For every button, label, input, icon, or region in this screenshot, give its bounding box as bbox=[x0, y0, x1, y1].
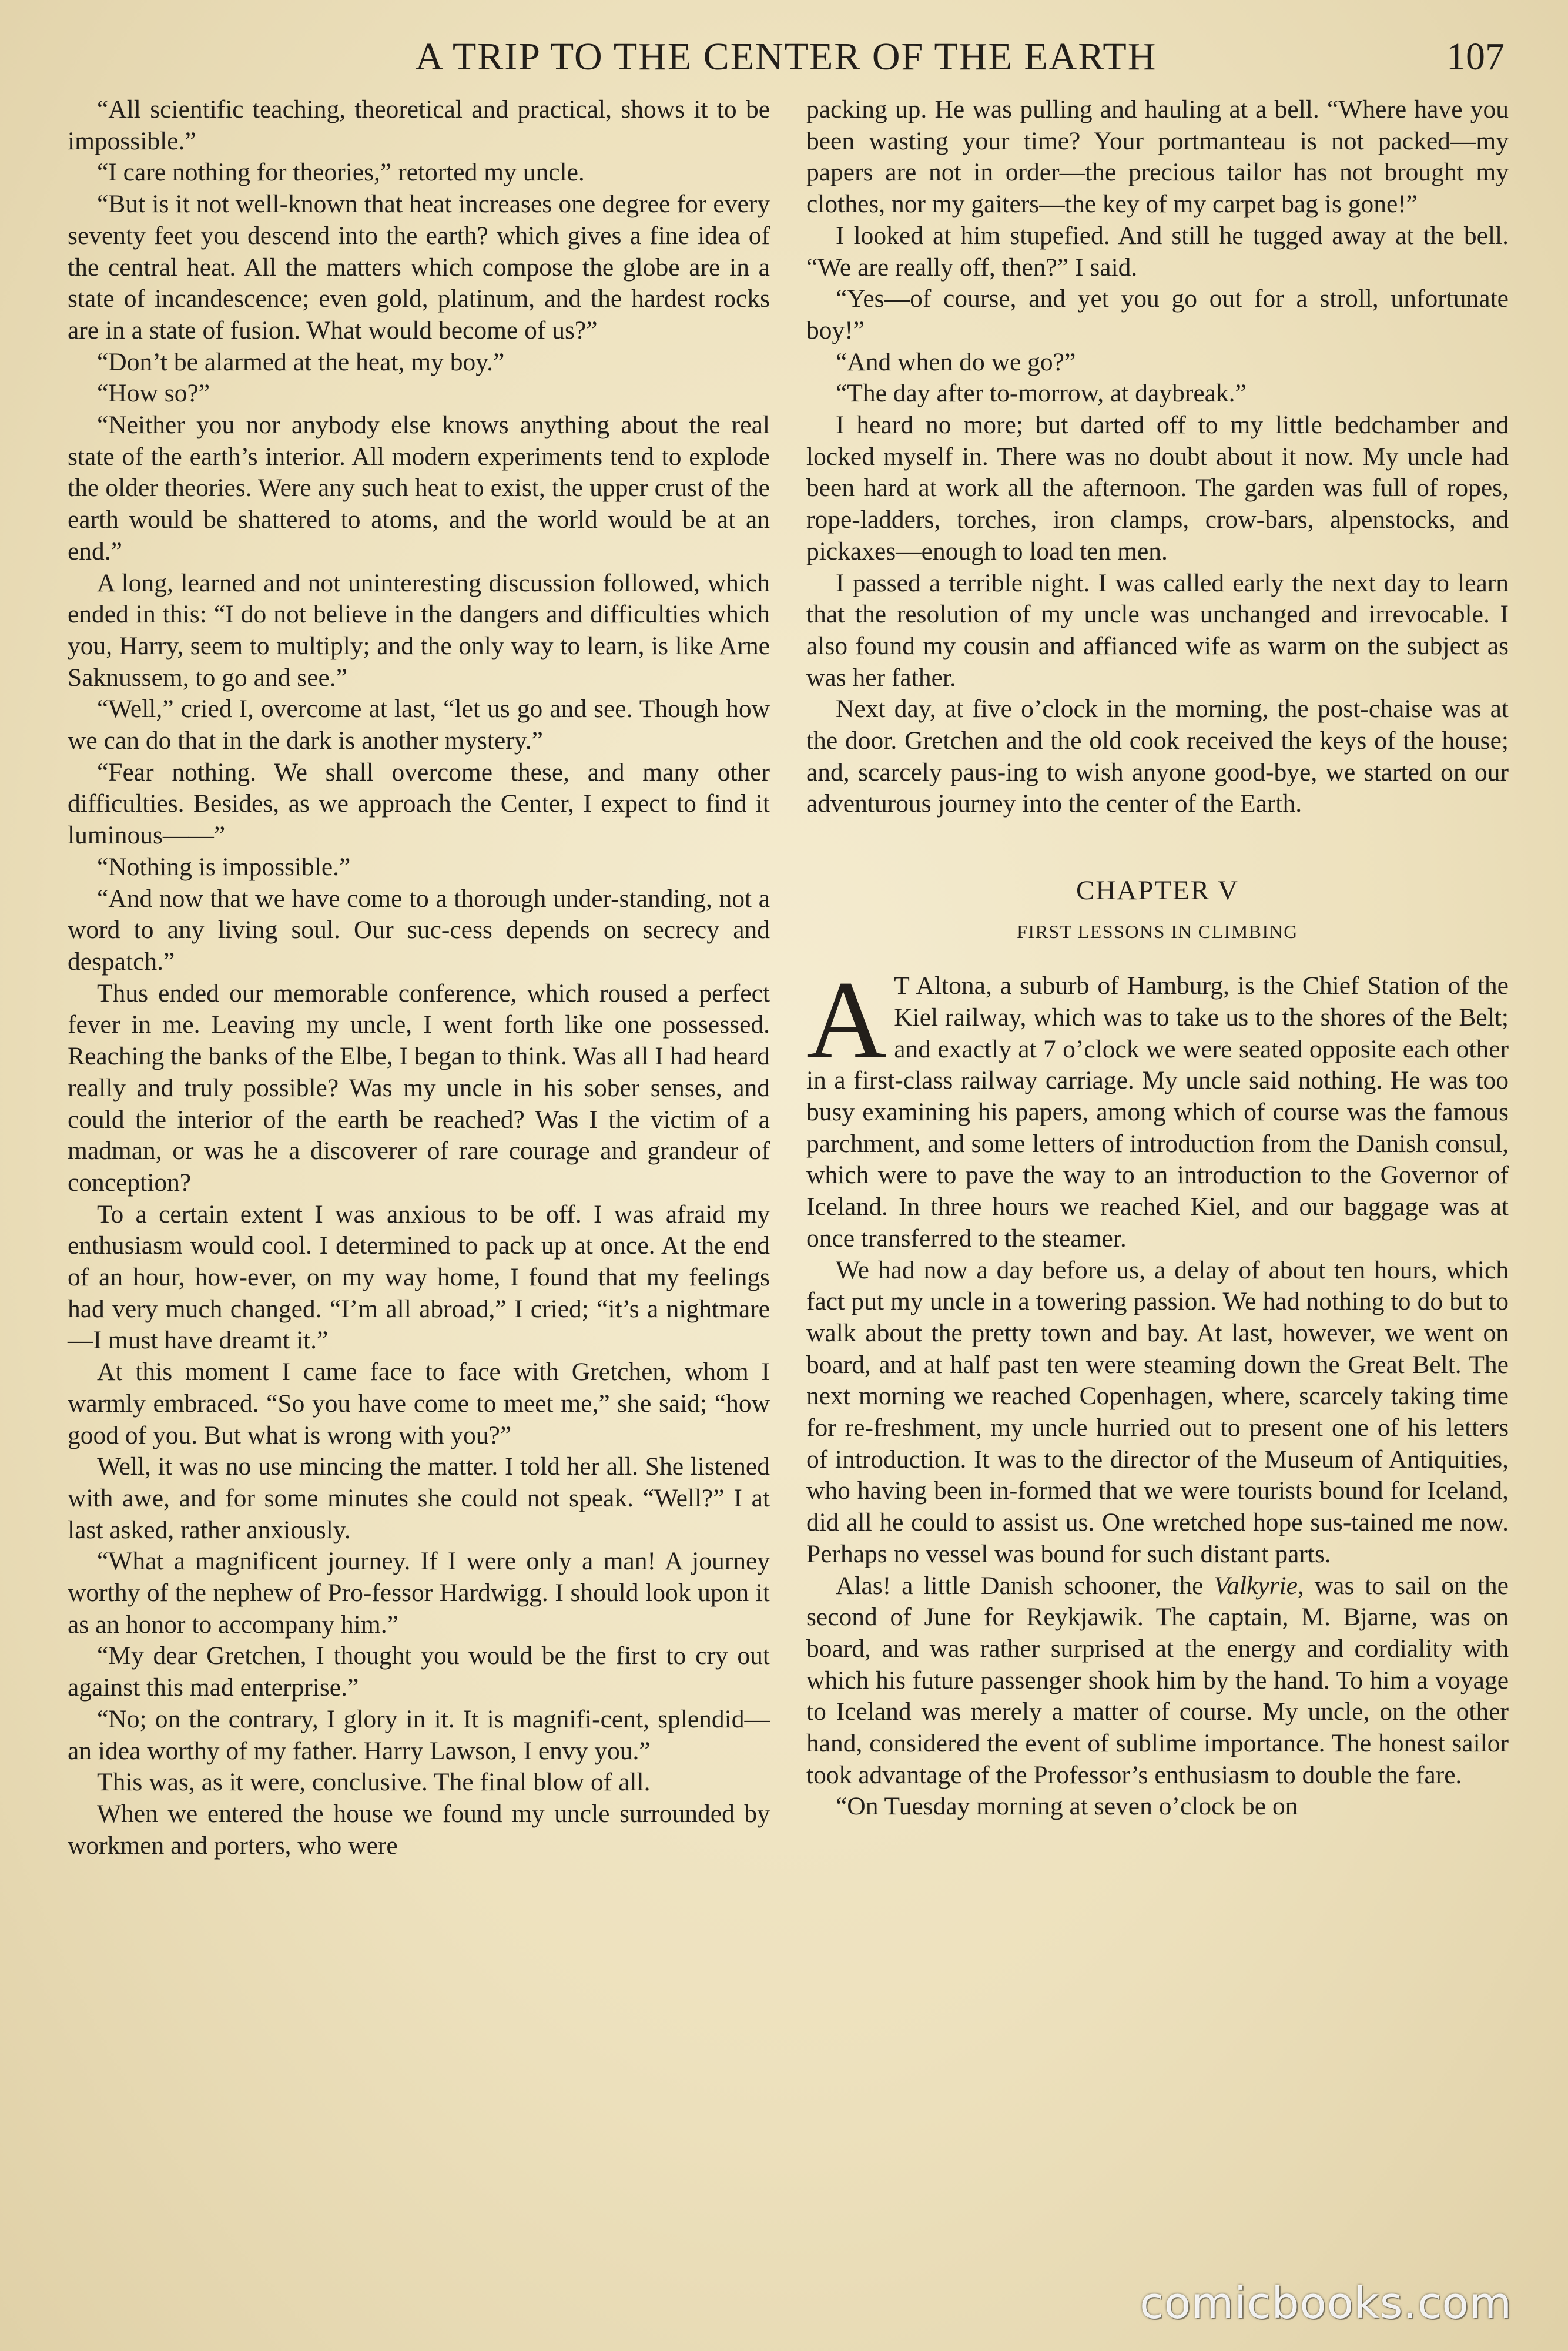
paragraph-text: Alas! a little Danish schooner, the bbox=[836, 1571, 1214, 1600]
page-number: 107 bbox=[1446, 35, 1505, 78]
paragraph: “Neither you nor anybody else knows anything about the real state of the earth’s interior. All modern experiments tend to explode the older theories. Were any such heat to exist, the upper crust of the earth would be shattered to atoms, and the world would be at an end.” bbox=[68, 411, 770, 565]
ship-name: Valkyrie bbox=[1214, 1571, 1298, 1600]
continued-paragraph: packing up. He was pulling and hauling at a bell. “Where have you been wasting your time? Your portmanteau is not packed—my papers are not in order—the precious tailor has not brought my clothes, nor my gaiters—the key of my carpet bag is gone!” bbox=[806, 95, 1509, 219]
paragraph: “And now that we have come to a thorough under-standing, not a word to any living soul. Our suc-cess depends on secrecy and despatch.” bbox=[68, 884, 770, 976]
paragraph: “I care nothing for theories,” retorted my uncle. bbox=[97, 158, 585, 187]
opening-text: T Altona, a suburb of Hamburg, is the Chief Station of the Kiel railway, which was to take us to the shores of the Belt; and exactly at 7 o’clock we were seated opposite each other in a first-class railway carriage. My uncle said nothing. He was too busy examining his papers, among which of course was the famous parchment, and some letters of introduction from the Danish consul, which were to pave the way to an introduction to the Governor of Iceland. In three hours we reached Kiel, and our baggage was at once transferred to the steamer. bbox=[806, 972, 1509, 1252]
chapter-subtitle: FIRST LESSONS IN CLIMBING bbox=[1017, 921, 1298, 943]
paragraph: “On Tuesday morning at seven o’clock be on bbox=[836, 1792, 1298, 1821]
paragraph: I heard no more; but darted off to my little bedchamber and locked myself in. There was no doubt about it now. My uncle had been hard at work all the afternoon. The garden was full of ropes, rope-ladders, torches, iron clamps, crow-bars, alpenstocks, and pickaxes—enough to load ten men. bbox=[806, 411, 1509, 565]
paragraph: “Nothing is impossible.” bbox=[97, 852, 351, 881]
paragraph: “How so?” bbox=[97, 379, 210, 408]
paragraph: “The day after to-morrow, at daybreak.” bbox=[836, 379, 1247, 408]
chapter-title: CHAPTER V bbox=[1076, 875, 1239, 906]
paragraph: We had now a day before us, a delay of about ten hours, which fact put my uncle in a towering passion. We had nothing to do but to walk about the pretty town and bay. At last, however, we went on board, and at half past ten were steaming down the Great Belt. The next morning we reached Copenhagen, where, scarcely taking time for re-freshment, my uncle hurried out to present one of his letters of introduction. It was to the director of the Museum of Antiquities, who having been in-formed that we were tourists bound for Iceland, did all he could to assist us. One wretched hope sus-tained me now. Perhaps no vessel was bound for such distant parts. bbox=[806, 1255, 1509, 1568]
paragraph: Next day, at five o’clock in the morning, the post-chaise was at the door. Gretchen and the old cook received the keys of the house; and, scarcely paus-ing to wish anyone good-bye, we started on our adventurous journey into the center of the Earth. bbox=[806, 695, 1509, 818]
watermark-logo: comicbooks.com bbox=[1140, 2278, 1512, 2329]
paragraph: “Don’t be alarmed at the heat, my boy.” bbox=[97, 347, 505, 376]
chapter-opening-paragraph bbox=[806, 959, 1509, 1254]
paragraph-text: , was to sail on the second of June for Reykjawik. The captain, M. Bjarne, was on board, and was rather surprised at the energy and cordiality with which his future passenger shook him by the hand. To him a voyage to Iceland was merely a matter of course. My uncle, on the other hand, considered the event of sublime importance. The honest sailor took advantage of the Professor’s enthusiasm to double the fare. bbox=[806, 1571, 1509, 1789]
paragraph: At this moment I came face to face with Gretchen, whom I warmly embraced. “So you have come to meet me,” she said; “how good of you. But what is wrong with you?” bbox=[68, 1358, 770, 1449]
paragraph: This was, as it were, conclusive. The final blow of all. bbox=[97, 1768, 651, 1797]
paragraph: Well, it was no use mincing the matter. I told her all. She listened with awe, and for some minutes she could not speak. “Well?” I at last asked, rather anxiously. bbox=[68, 1452, 770, 1544]
paragraph: “And when do we go?” bbox=[836, 347, 1076, 376]
right-column bbox=[806, 94, 1509, 1823]
paragraph: “No; on the contrary, I glory in it. It is magnifi-cent, splendid—an idea worthy of my father. Harry Lawson, I envy you.” bbox=[68, 1704, 770, 1765]
paragraph: “Well,” cried I, overcome at last, “let us go and see. Though how we can do that in the dark is another mystery.” bbox=[68, 695, 770, 755]
paragraph: “Fear nothing. We shall overcome these, and many other difficulties. Besides, as we approach the Center, I expect to find it luminous——” bbox=[68, 758, 770, 850]
paragraph: “All scientific teaching, theoretical and practical, shows it to be impossible.” bbox=[68, 95, 770, 155]
paragraph: “But is it not well-known that heat increases one degree for every seventy feet you descend into the earth? which gives a fine idea of the central heat. All the matters which compose the globe are in a state of incandescence; even gold, platinum, and the hardest rocks are in a state of fusion. What would become of us?” bbox=[68, 190, 770, 344]
paragraph: When we entered the house we found my uncle surrounded by workmen and porters, who were bbox=[68, 1799, 770, 1860]
running-title: A TRIP TO THE CENTER OF THE EARTH bbox=[415, 35, 1157, 78]
paragraph: I looked at him stupefied. And still he tugged away at the bell. “We are really off, then?” I said. bbox=[806, 221, 1509, 282]
paragraph: “Yes—of course, and yet you go out for a stroll, unfortunate boy!” bbox=[806, 284, 1509, 344]
drop-cap: A bbox=[806, 959, 887, 1083]
paragraph: “My dear Gretchen, I thought you would be the first to cry out against this mad enterprise.” bbox=[68, 1642, 770, 1702]
paragraph: Thus ended our memorable conference, which roused a perfect fever in me. Leaving my uncle, I went forth like one possessed. Reaching the banks of the Elbe, I began to think. Was all I had heard really and truly possible? Was my uncle in his sober senses, and could the interior of the earth be reached? Was I the victim of a madman, or was he a discoverer of rare courage and grandeur of conception? bbox=[68, 979, 770, 1197]
paragraph: I passed a terrible night. I was called early the next day to learn that the resolution of my uncle was unchanged and irrevocable. I also found my cousin and affianced wife as warm on the subject as was her father. bbox=[806, 568, 1509, 692]
left-column bbox=[68, 94, 770, 1861]
page-header bbox=[68, 31, 1505, 83]
paragraph: “What a magnificent journey. If I were only a man! A journey worthy of the nephew of Pro-fessor Hardwigg. I should look upon it as an honor to accompany him.” bbox=[68, 1547, 770, 1639]
paragraph: To a certain extent I was anxious to be off. I was afraid my enthusiasm would cool. I determined to pack up at once. At the end of an hour, how-ever, on my way home, I found that my feelings had very much changed. “I’m all abroad,” I cried; “it’s a nightmare—I must have dreamt it.” bbox=[68, 1200, 770, 1355]
paragraph: A long, learned and not uninteresting discussion followed, which ended in this: “I do not believe in the dangers and difficulties which you, Harry, seem to multiply; and the only way to learn, is like Arne Saknussem, to go and see.” bbox=[68, 568, 770, 692]
paragraph bbox=[806, 1570, 1509, 1791]
